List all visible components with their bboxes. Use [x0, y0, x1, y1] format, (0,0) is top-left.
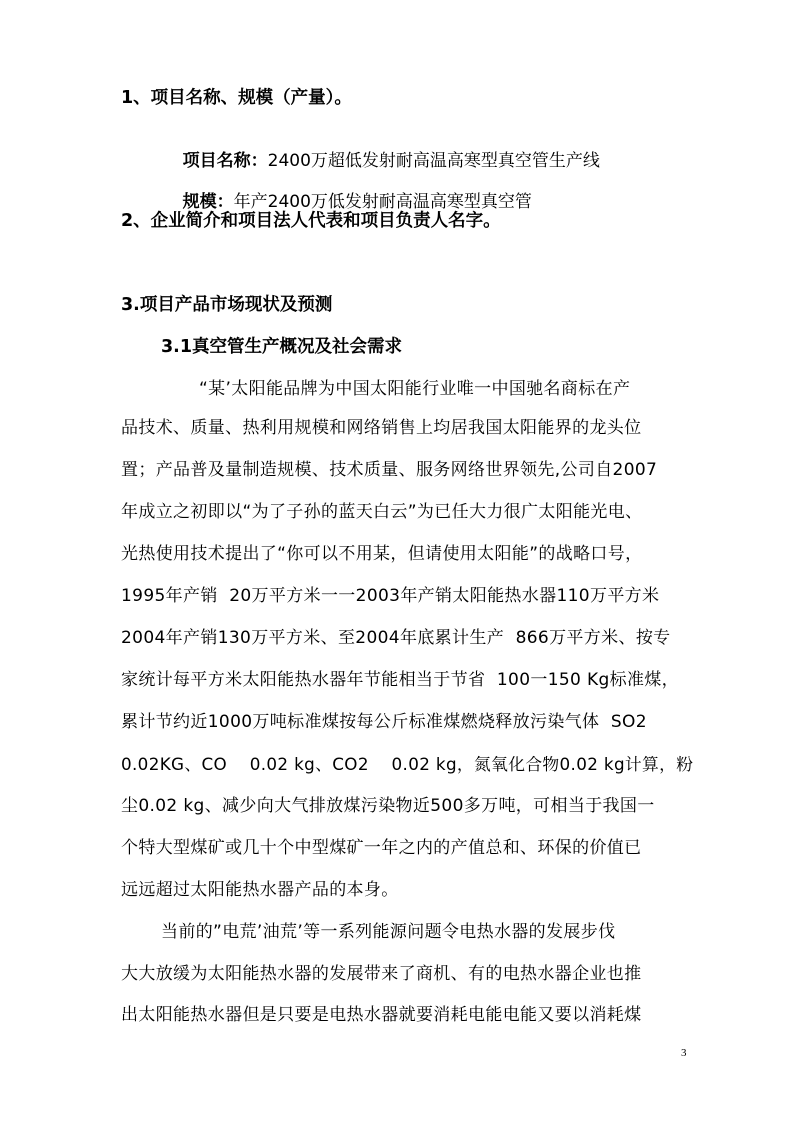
paragraph-line: 大大放缓为太阳能热水器的发展带来了商机、有的电热水器企业也推: [121, 964, 642, 984]
section-heading-2: 2、企业简介和项目法人代表和项目负责人名字。: [121, 211, 501, 231]
project-name-label: 项目名称：: [182, 151, 268, 171]
page-number: 3: [681, 1047, 687, 1059]
paragraph-line: 年成立之初即以“为了子孙的蓝天白云”为已任大力很广太阳能光电、: [121, 502, 643, 522]
scale-value: 年产2400万低发射耐高温高寒型真空管: [233, 192, 532, 212]
paragraph-line: 2004年产销130万平方米、至2004年底累计生产 866万平方米、按专: [121, 628, 671, 648]
paragraph-line: 0.02KG、CO 0.02 kg、CO2 0.02 kg，氮氧化合物0.02 kg计算，粉: [121, 754, 694, 774]
paragraph-line: 品技术、质量、热利用规模和网络销售上均居我国太阳能界的龙头位: [121, 418, 642, 438]
scale-label: 规模：: [182, 192, 234, 212]
paragraph-line: “某’太阳能品牌为中国太阳能行业唯一中国驰名商标在产: [199, 379, 631, 399]
paragraph-line: 出太阳能热水器但是只要是电热水器就要消耗电能电能又要以消耗煤: [121, 1005, 642, 1025]
paragraph-line: 置；产品普及量制造规模、技术质量、服务网络世界领先,公司自2007: [121, 460, 658, 480]
project-name-value: 2400万超低发射耐高温高寒型真空管生产线: [267, 151, 600, 171]
paragraph-line: 光热使用技术提出了“你可以不用某，但请使用太阳能”的战略口号，: [121, 544, 643, 564]
paragraph-line: 家统计每平方米太阳能热水器年节能相当于节省 100一150 Kg标准煤，: [121, 670, 679, 690]
paragraph-line: 累计节约近1000万吨标准煤按每公斤标准煤燃烧释放污染气体 SO2: [121, 712, 647, 732]
paragraph-line: 尘0.02 kg、减少向大气排放煤污染物近500多万吨，可相当于我国一: [121, 796, 655, 816]
paragraph-line: 远远超过太阳能热水器产品的本身。: [121, 880, 399, 900]
section-heading-1: 1、项目名称、规模（产量）。: [121, 88, 352, 108]
paragraph-line: 个特大型煤矿或几十个中型煤矿一年之内的产值总和、环保的价值已: [121, 838, 642, 858]
subsection-heading-3-1: 3.1真空管生产概况及社会需求: [161, 337, 403, 357]
paragraph-line: 当前的”电荒’油荒’等一系列能源问题令电热水器的发展步伐: [161, 922, 616, 942]
section-heading-3: 3.项目产品市场现状及预测: [121, 295, 333, 315]
paragraph-line: 1995年产销 20万平方米一一2003年产销太阳能热水器110万平方米: [121, 586, 660, 606]
